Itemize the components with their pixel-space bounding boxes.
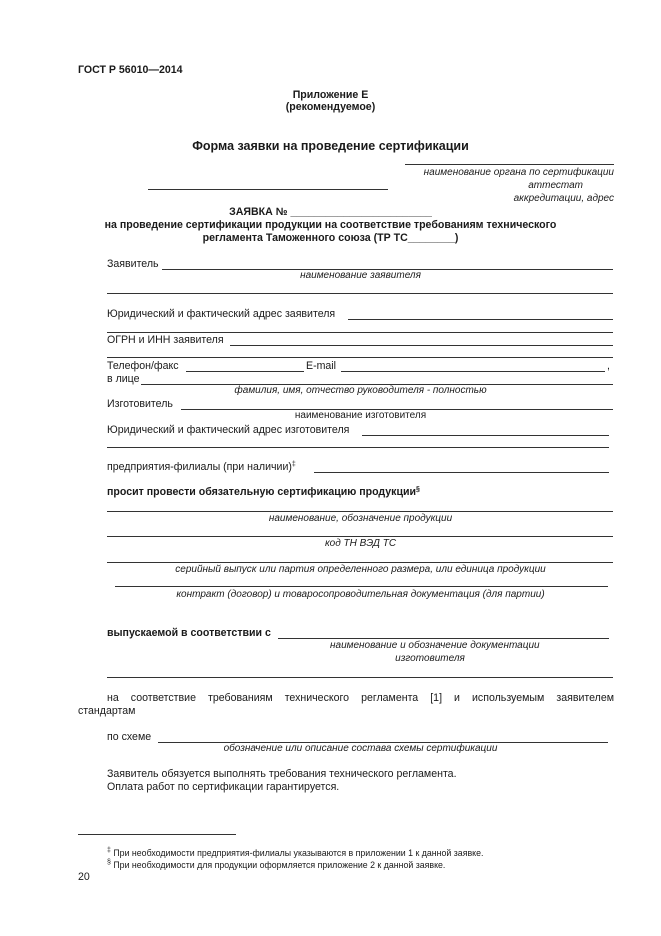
accreditation-hint: аккредитации, адрес	[513, 193, 614, 204]
addressee-line	[405, 164, 614, 165]
footnote-2	[107, 859, 445, 870]
addressee-body-hint: наименование органа по сертификации	[423, 167, 614, 178]
manufacturer-address-label: Юридический и фактический адрес изготовителя	[107, 424, 350, 436]
attestat-hint: аттестат	[528, 180, 583, 191]
applicant-address-label: Юридический и фактический адрес заявителя	[107, 308, 336, 320]
form-title: Форма заявки на проведение сертификации	[192, 139, 469, 153]
branches-line	[314, 472, 609, 473]
ogrn-line	[230, 345, 613, 346]
manufacturer-address-line	[362, 435, 609, 436]
compliance-line2: стандартам	[78, 705, 136, 717]
appendix-title: Приложение Е	[292, 89, 369, 101]
product-code-line	[107, 536, 613, 537]
phone-line	[186, 371, 304, 372]
ogrn-line-2	[107, 357, 613, 358]
application-line2: регламента Таможенного союза (ТР ТС________)	[202, 232, 459, 244]
produced-hint-2: изготовителя	[395, 653, 465, 664]
product-batch-hint: серийный выпуск или партия определенного размера, или единица продукции	[175, 564, 546, 575]
product-footnote-mark: §	[416, 486, 420, 493]
product-batch-line	[107, 562, 613, 563]
product-request-label	[107, 486, 420, 498]
footnote-2-mark: §	[107, 859, 111, 866]
product-contract-hint: контракт (договор) и товаросопроводительная документация (для партии)	[176, 589, 545, 600]
email-line	[341, 371, 605, 372]
email-comma: ,	[607, 360, 610, 372]
footnote-2-text: При необходимости для продукции оформляется приложение 2 к данной заявке.	[113, 860, 446, 870]
footnote-1-mark: ‡	[107, 847, 111, 854]
attestat-line	[148, 189, 388, 190]
produced-hint-1: наименование и обозначение документации	[330, 640, 540, 651]
applicant-address-line	[348, 319, 613, 320]
produced-label: выпускаемой в соответствии с	[107, 627, 271, 639]
page-number: 20	[78, 871, 90, 883]
ogrn-label: ОГРН и ИНН заявителя	[107, 334, 224, 346]
product-contract-line	[115, 586, 608, 587]
applicant-hint: наименование заявителя	[300, 270, 421, 281]
produced-line-2	[107, 677, 613, 678]
closing-line2: Оплата работ по сертификации гарантируется.	[107, 781, 340, 793]
branches-label	[107, 461, 296, 473]
closing-line1: Заявитель обязуется выполнять требования технического регламента.	[107, 768, 457, 780]
applicant-label: Заявитель	[107, 258, 159, 270]
applicant-line-2	[107, 293, 613, 294]
manufacturer-hint: наименование изготовителя	[294, 410, 427, 421]
scheme-label: по схеме	[107, 731, 152, 743]
application-number-blank: ________________________	[290, 206, 432, 218]
standard-header: ГОСТ Р 56010—2014	[78, 64, 183, 76]
applicant-address-line-2	[107, 332, 613, 333]
application-number-label: ЗАЯВКА №	[229, 206, 288, 218]
footnote-1-text: При необходимости предприятия-филиалы указываются в приложении 1 к данной заявке.	[113, 848, 484, 858]
phone-label: Телефон/факс	[107, 360, 179, 372]
product-request-text: просит провести обязательную сертификацию продукции	[107, 486, 417, 498]
branches-footnote-mark: ‡	[291, 461, 296, 468]
footnote-separator	[78, 834, 236, 835]
application-number	[0, 206, 661, 218]
appendix-subtitle: (рекомендуемое)	[285, 101, 376, 113]
product-name-line	[107, 511, 613, 512]
branches-label-text: предприятия-филиалы (при наличии)	[107, 461, 292, 473]
product-name-hint: наименование, обозначение продукции	[268, 513, 453, 524]
person-label: в лице	[107, 373, 140, 385]
manufacturer-address-line-2	[107, 447, 609, 448]
produced-line	[278, 638, 609, 639]
email-label: E-mail	[306, 360, 337, 372]
application-line1: на проведение сертификации продукции на соответствие требованиям технического	[104, 219, 557, 231]
compliance-line1: на соответствие требованиям технического регламента [1] и используемым заявителем	[107, 692, 614, 704]
manufacturer-label: Изготовитель	[107, 398, 173, 410]
product-code-hint: код ТН ВЭД ТС	[324, 538, 397, 549]
scheme-hint: обозначение или описание состава схемы сертификации	[223, 743, 498, 754]
footnote-1	[107, 847, 483, 858]
person-hint: фамилия, имя, отчество руководителя - полностью	[234, 385, 487, 396]
